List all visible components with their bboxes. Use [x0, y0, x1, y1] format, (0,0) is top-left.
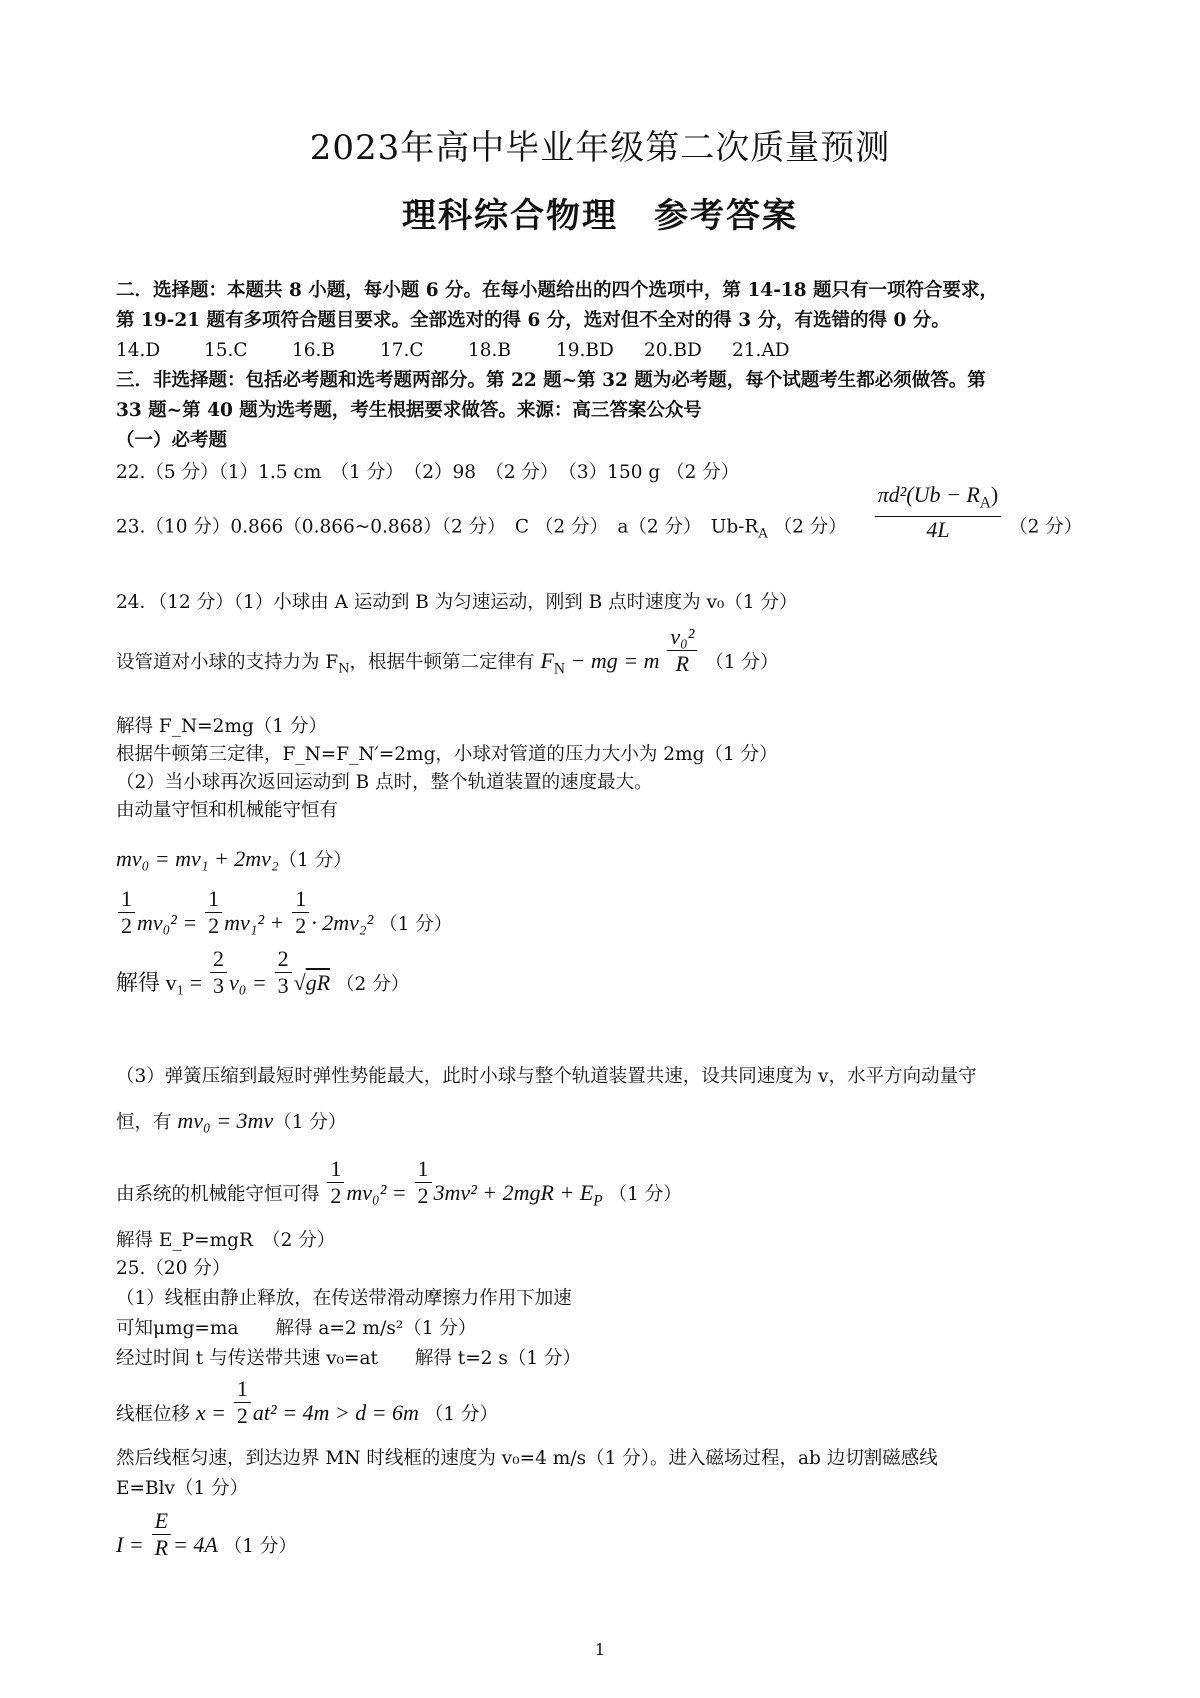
section3-header-line1: 三．非选择题：包括必考题和选考题两部分。第 22 题~第 32 题为必考题，每个试题考生都必须做答。第	[116, 370, 986, 391]
q22-answer: 22.（5 分）（1）1.5 cm （1 分） （2）98 （2 分） （3）150 g （2 分）	[116, 462, 740, 483]
q24-line1: 24．（12 分）（1）小球由 A 运动到 B 为匀速运动，刚到 B 点时速度为 v₀（1 分）	[116, 592, 798, 613]
answer-18: 18.B	[468, 340, 512, 361]
answer-20: 20.BD	[644, 340, 702, 361]
q24-line13: 解得 E_P=mgR （2 分）	[116, 1230, 336, 1251]
q23-frac-num: $\pi d^2(Ub - R_A)$	[875, 482, 1002, 517]
page-title: 2023年高中毕业年级第二次质量预测	[309, 128, 891, 168]
answer-16: 16.B	[292, 340, 336, 361]
section3-header-line2: 33 题~第 40 题为选考题，考生根据要求做答。来源：高三答案公众号	[116, 400, 702, 421]
q24-energy-conservation: 由系统的机械能守恒可得 $\frac{1}{2}$ mv₀² = $\frac{1}{2}$ $3mv^2 + 2mgR + E_P$ （1 分）	[116, 1155, 682, 1210]
q24-line3: 解得 F_N=2mg（1 分）	[116, 716, 327, 737]
answer-21: 21.AD	[732, 340, 790, 361]
page-subtitle: 理科综合物理 参考答案	[402, 196, 798, 236]
required-heading: （一）必考题	[116, 430, 228, 451]
q24-energy-eq: $\frac{1}{2}$ mv₀² = $\frac{1}{2}$ mv₁² + $\frac{1}{2}$ · 2mv₂² （1 分）	[116, 910, 452, 939]
q25-displacement: 线框位移 x = $\frac{1}{2}$ at² = 4m > d = 6m （1 分）	[116, 1375, 498, 1428]
q24-line10: （3）弹簧压缩到最短时弹性势能最大，此时小球与整个轨道装置共速，设共同速度为 v，水平方向动量守	[116, 1066, 977, 1087]
section2-header-line2: 第 19-21 题有多项符合题目要求。全部选对的得 6 分，选对但不全对的得 3 分，有选错的得 0 分。	[116, 310, 950, 331]
q24-line6: 由动量守恒和机械能守恒有	[116, 800, 339, 821]
q24-frac: $\frac{\text{v₀²}}{R}$	[667, 624, 697, 677]
q24-solution-v1: 解得 v₁ = $\frac{2}{3}$ v₀ = $\frac{2}{3}$ √gR （2 分）	[116, 945, 410, 998]
q25-line7: E=Blv（1 分）	[116, 1478, 249, 1499]
answer-15: 15.C	[204, 340, 248, 361]
q24-line5: （2）当小球再次返回运动到 B 点时，整个轨道装置的速度最大。	[116, 772, 653, 793]
q23-text: 23.（10 分）0.866（0.866~0.868）（2 分） C （2 分） a（2 分） Ub-R	[116, 516, 759, 538]
q23-score: （2 分）	[773, 516, 847, 538]
q23-frac-den: 4L	[926, 517, 950, 543]
answer-17: 17.C	[380, 340, 424, 361]
q23-end: （2 分）	[1009, 516, 1083, 538]
answer-19: 19.BD	[556, 340, 614, 361]
q23-fraction	[875, 482, 1002, 543]
q25-line3: 可知μmg=ma 解得 a=2 m/s²（1 分）	[116, 1318, 477, 1339]
section2-header-line1: 二．选择题：本题共 8 小题，每小题 6 分。在每小题给出的四个选项中，第 14-18 题只有一项符合要求，	[116, 280, 999, 301]
q24-momentum-eq: mv₀ = mv₁ + 2mv₂（1 分）	[116, 846, 352, 871]
q25-line2: （1）线框由静止释放，在传送带滑动摩擦力作用下加速	[116, 1288, 572, 1309]
q24-line11: 恒，有 mv₀ = 3mv（1 分）	[116, 1108, 347, 1133]
q24-line2: 设管道对小球的支持力为 $F_N$，根据牛顿第二定律有 $F_N$ − mg = m $\frac{\text{v₀²}}{R}$ （1 分）	[116, 623, 779, 678]
q24-line4: 根据牛顿第三定律，F_N=F_N′=2mg，小球对管道的压力大小为 2mg（1 分）	[116, 744, 778, 765]
q25-line4: 经过时间 t 与传送带共速 v₀=at 解得 t=2 s（1 分）	[116, 1348, 582, 1369]
q25-line1: 25.（20 分）	[116, 1258, 231, 1279]
answer-14: 14.D	[116, 340, 161, 361]
choice-answers	[116, 338, 820, 364]
page-number: 1	[594, 1640, 606, 1659]
q23-answer	[116, 482, 1083, 547]
q25-current: I = $\frac{E}{R}$ = 4A （1 分）	[116, 1507, 297, 1560]
q25-line6: 然后线框匀速，到达边界 MN 时线框的速度为 v₀=4 m/s（1 分）。进入磁场过程，ab 边切割磁感线	[116, 1448, 938, 1469]
q23-sub: A	[758, 526, 768, 542]
